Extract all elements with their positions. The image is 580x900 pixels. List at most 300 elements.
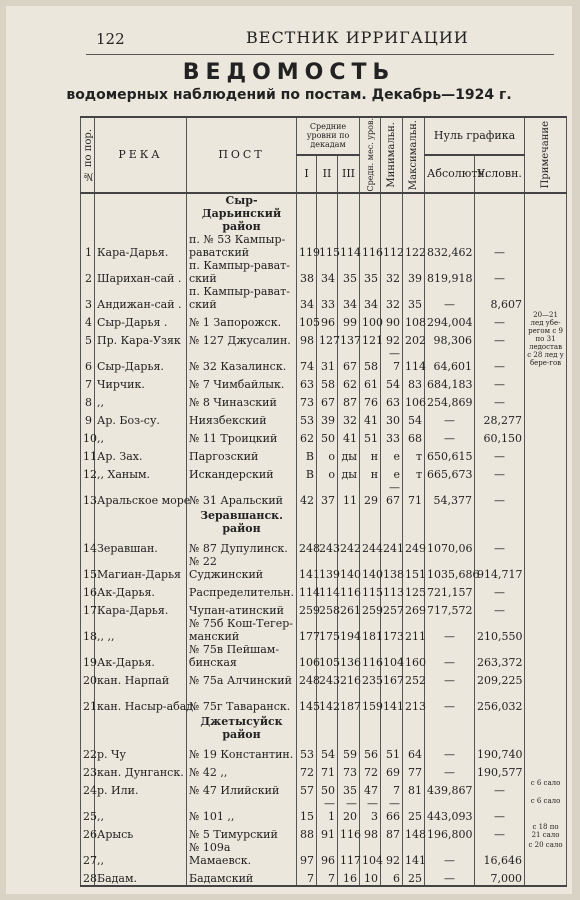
river-name: Бадам. [95, 867, 187, 886]
decade-3: 140 [338, 555, 360, 581]
decade-1: 248 [297, 537, 317, 555]
minimum: 104 [381, 643, 403, 669]
empty-cell [475, 713, 525, 743]
minimum: е [381, 445, 403, 463]
month-average: 100 [360, 311, 381, 329]
empty-cell [338, 507, 360, 537]
table-row [81, 743, 567, 761]
post-name: Распределительн. [187, 581, 297, 599]
decade-1: 74 [297, 347, 317, 373]
decade-3: 116 [338, 581, 360, 599]
region-name: Зеравшанск. район [187, 507, 297, 537]
decade-1: В [297, 445, 317, 463]
empty-cell [425, 507, 475, 537]
note-cell [525, 669, 567, 687]
month-average: 56 [360, 743, 381, 761]
minimum: 113 [381, 581, 403, 599]
zero-conditional: 210,550 [475, 617, 525, 643]
decade-1: 97 [297, 841, 317, 867]
post-name: Бадамский [187, 867, 297, 886]
zero-absolute: — [425, 643, 475, 669]
maximum: 269 [403, 599, 425, 617]
zero-absolute: 819,918 [425, 259, 475, 285]
zero-conditional: 263,372 [475, 643, 525, 669]
minimum: 54 [381, 373, 403, 391]
decade-2: —1 [317, 797, 338, 823]
maximum: 106 [403, 391, 425, 409]
note-cell [525, 409, 567, 427]
decade-2: 33 [317, 285, 338, 311]
empty-cell [525, 713, 567, 743]
document-page [6, 6, 572, 894]
empty-cell [81, 713, 95, 743]
note-cell [525, 867, 567, 886]
empty-cell [360, 193, 381, 233]
month-average: 115 [360, 581, 381, 599]
decade-3: 116 [338, 823, 360, 841]
maximum: 71 [403, 481, 425, 507]
post-name: № 109а Мамаевск. [187, 841, 297, 867]
note-cell [525, 233, 567, 259]
zero-absolute: 98,306 [425, 329, 475, 347]
empty-cell [381, 193, 403, 233]
month-average: 140 [360, 555, 381, 581]
row-number: 17 [81, 599, 95, 617]
decade-2: 67 [317, 391, 338, 409]
decade-1: 34 [297, 285, 317, 311]
minimum: 32 [381, 259, 403, 285]
maximum: 83 [403, 373, 425, 391]
row-number: 13 [81, 481, 95, 507]
month-average: —3 [360, 797, 381, 823]
post-name: Искандерский [187, 463, 297, 481]
minimum: е [381, 463, 403, 481]
zero-conditional: — [475, 481, 525, 507]
maximum: 77 [403, 761, 425, 779]
zero-conditional: 209,225 [475, 669, 525, 687]
decade-3: 62 [338, 373, 360, 391]
zero-conditional: — [475, 233, 525, 259]
empty-cell [95, 193, 187, 233]
decade-1: В [297, 463, 317, 481]
maximum: 141 [403, 841, 425, 867]
river-name: ,, [95, 797, 187, 823]
zero-absolute: 1070,06 [425, 537, 475, 555]
zero-conditional: — [475, 581, 525, 599]
row-number: 6 [81, 347, 95, 373]
post-name: № 32 Казалинск. [187, 347, 297, 373]
decade-2: о [317, 463, 338, 481]
row-number: 2 [81, 259, 95, 285]
zero-absolute: — [425, 409, 475, 427]
minimum: 173 [381, 617, 403, 643]
decade-3: 34 [338, 285, 360, 311]
region-row [81, 713, 567, 743]
decade-1: 259 [297, 599, 317, 617]
zero-conditional: — [475, 311, 525, 329]
river-name: Сыр-Дарья. [95, 347, 187, 373]
decade-1: 15 [297, 797, 317, 823]
decade-1: 177 [297, 617, 317, 643]
post-name: № 1 Запорожск. [187, 311, 297, 329]
zero-conditional: 60,150 [475, 427, 525, 445]
decade-2: 39 [317, 409, 338, 427]
maximum: 68 [403, 427, 425, 445]
month-average: 121 [360, 329, 381, 347]
maximum: 25 [403, 797, 425, 823]
maximum: 54 [403, 409, 425, 427]
table-row [81, 669, 567, 687]
post-name: № 22 Суджинский [187, 555, 297, 581]
maximum: 81 [403, 779, 425, 797]
decade-3: 117 [338, 841, 360, 867]
decade-3: 99 [338, 311, 360, 329]
decade-2: 258 [317, 599, 338, 617]
maximum: 202 [403, 329, 425, 347]
empty-cell [381, 507, 403, 537]
decade-2: 34 [317, 259, 338, 285]
post-name: п. № 53 Кампыр-раватский [187, 233, 297, 259]
month-average: 244 [360, 537, 381, 555]
note-cell [525, 761, 567, 779]
decade-2: 54 [317, 743, 338, 761]
maximum: 148 [403, 823, 425, 841]
header-rule [86, 54, 554, 55]
region-row [81, 193, 567, 233]
post-name: № 31 Аральский [187, 481, 297, 507]
decade-2: 50 [317, 779, 338, 797]
month-average: 58 [360, 347, 381, 373]
note-cell [525, 743, 567, 761]
minimum: 69 [381, 761, 403, 779]
post-name: № 42 ,, [187, 761, 297, 779]
col-avgmonth-header [360, 117, 381, 193]
note-cell [525, 687, 567, 713]
river-name: кан. Нарпай [95, 669, 187, 687]
zero-absolute: 832,462 [425, 233, 475, 259]
row-number: 16 [81, 581, 95, 599]
maximum: 252 [403, 669, 425, 687]
post-name: № 101 ,, [187, 797, 297, 823]
region-row [81, 507, 567, 537]
month-average: 35 [360, 259, 381, 285]
minimum: 112 [381, 233, 403, 259]
row-number: 10 [81, 427, 95, 445]
decade-2: 96 [317, 841, 338, 867]
note-cell [525, 259, 567, 285]
decade-2: 139 [317, 555, 338, 581]
river-name: кан. Насыр-абад. [95, 687, 187, 713]
col-max-label: Максимальн. [408, 119, 420, 190]
row-number: 27 [81, 841, 95, 867]
zero-absolute: 665,673 [425, 463, 475, 481]
row-number: 18 [81, 617, 95, 643]
post-name: № 87 Дупулинск. [187, 537, 297, 555]
row-number: 23 [81, 761, 95, 779]
empty-cell [297, 193, 317, 233]
table-row [81, 463, 567, 481]
row-number: 25 [81, 797, 95, 823]
zero-conditional: 16,646 [475, 841, 525, 867]
table-body [81, 193, 567, 886]
zero-conditional: — [475, 329, 525, 347]
row-number: 11 [81, 445, 95, 463]
table-row [81, 427, 567, 445]
empty-cell [475, 193, 525, 233]
decade-3: ды [338, 445, 360, 463]
month-average: 10 [360, 867, 381, 886]
post-name: № 5 Тимурский [187, 823, 297, 841]
table-row [81, 599, 567, 617]
decade-1: 53 [297, 743, 317, 761]
zero-absolute: 54,377 [425, 481, 475, 507]
empty-cell [403, 193, 425, 233]
river-name: Андижан-сай . [95, 285, 187, 311]
month-average: 72 [360, 761, 381, 779]
zero-absolute: — [425, 617, 475, 643]
table-row [81, 581, 567, 599]
table-row [81, 409, 567, 427]
decade-1: 72 [297, 761, 317, 779]
post-name: № 8 Чиназский [187, 391, 297, 409]
row-number: 26 [81, 823, 95, 841]
decade-2: 114 [317, 581, 338, 599]
row-number: 4 [81, 311, 95, 329]
col-d2-header: II [317, 155, 338, 193]
minimum: 51 [381, 743, 403, 761]
empty-cell [95, 713, 187, 743]
zero-absolute: — [425, 669, 475, 687]
note-cell [525, 445, 567, 463]
table-row [81, 761, 567, 779]
zero-absolute: — [425, 743, 475, 761]
river-name: кан. Дунганск. [95, 761, 187, 779]
zero-absolute: — [425, 761, 475, 779]
zero-absolute: 196,800 [425, 823, 475, 841]
month-average: 116 [360, 233, 381, 259]
decade-3: 242 [338, 537, 360, 555]
zero-absolute: 443,093 [425, 797, 475, 823]
empty-cell [297, 713, 317, 743]
month-average: 181 [360, 617, 381, 643]
maximum: 122 [403, 233, 425, 259]
decade-2: 71 [317, 761, 338, 779]
river-name: ,, [95, 391, 187, 409]
decade-1: 7 [297, 867, 317, 886]
zero-absolute: 294,004 [425, 311, 475, 329]
table-row [81, 329, 567, 347]
zero-conditional: — [475, 259, 525, 285]
minimum: 6 [381, 867, 403, 886]
decade-3: 73 [338, 761, 360, 779]
month-average: н [360, 445, 381, 463]
empty-cell [360, 507, 381, 537]
decade-2: 7 [317, 867, 338, 886]
decade-2: 243 [317, 537, 338, 555]
maximum: 64 [403, 743, 425, 761]
decade-2: 31 [317, 347, 338, 373]
zero-absolute: — [425, 427, 475, 445]
minimum: 87 [381, 823, 403, 841]
decade-2: 58 [317, 373, 338, 391]
decade-2: 91 [317, 823, 338, 841]
month-average: 61 [360, 373, 381, 391]
region-name: Сыр-Дарьинский район [187, 193, 297, 233]
zero-conditional: — [475, 797, 525, 823]
table-row [81, 233, 567, 259]
river-name: Аральское море [95, 481, 187, 507]
river-name: Магиан-Дарья [95, 555, 187, 581]
decade-3: 11 [338, 481, 360, 507]
month-average: 98 [360, 823, 381, 841]
post-name: Ниязбекский [187, 409, 297, 427]
note-cell: с 6 сало [525, 779, 567, 797]
row-number: 7 [81, 373, 95, 391]
zero-conditional: 7,000 [475, 867, 525, 886]
post-name: № 75а Алчинский [187, 669, 297, 687]
river-name: Арысь [95, 823, 187, 841]
decade-3: —20 [338, 797, 360, 823]
decade-2: 142 [317, 687, 338, 713]
decade-3: 261 [338, 599, 360, 617]
decade-1: 62 [297, 427, 317, 445]
minimum: —66 [381, 797, 403, 823]
month-average: 34 [360, 285, 381, 311]
empty-cell [81, 507, 95, 537]
col-avgmonth-label: Средн. мес. уров. [365, 118, 375, 192]
month-average: 235 [360, 669, 381, 687]
post-name: п. Кампыр-рават-ский [187, 285, 297, 311]
decade-3: 87 [338, 391, 360, 409]
table-row [81, 643, 567, 669]
decade-2: 243 [317, 669, 338, 687]
row-number: 21 [81, 687, 95, 713]
river-name: Кара-Дарья. [95, 599, 187, 617]
river-name: Пр. Кара-Узяк [95, 329, 187, 347]
river-name: р. Или. [95, 779, 187, 797]
decade-3: 137 [338, 329, 360, 347]
post-name: Паргозский [187, 445, 297, 463]
decade-1: 106 [297, 643, 317, 669]
empty-cell [425, 193, 475, 233]
empty-cell [95, 507, 187, 537]
decade-3: 187 [338, 687, 360, 713]
month-average: 51 [360, 427, 381, 445]
table-row [81, 311, 567, 329]
river-name: Шарихан-сай . [95, 259, 187, 285]
zero-absolute: 717,572 [425, 599, 475, 617]
decade-1: 105 [297, 311, 317, 329]
row-number: 28 [81, 867, 95, 886]
maximum: 211 [403, 617, 425, 643]
table-row [81, 537, 567, 555]
maximum: 108 [403, 311, 425, 329]
minimum: —67 [381, 481, 403, 507]
decade-1: 141 [297, 555, 317, 581]
table-row [81, 779, 567, 797]
zero-absolute: 721,157 [425, 581, 475, 599]
month-average: 116 [360, 643, 381, 669]
note-cell [525, 581, 567, 599]
river-name: Ар. Боз-су. [95, 409, 187, 427]
zero-conditional: — [475, 373, 525, 391]
maximum: 39 [403, 259, 425, 285]
maximum: т [403, 445, 425, 463]
decade-3: 35 [338, 779, 360, 797]
month-average: 47 [360, 779, 381, 797]
col-notes-label: Примечание [540, 121, 552, 189]
decade-1: 53 [297, 409, 317, 427]
month-average: 41 [360, 409, 381, 427]
empty-cell [381, 713, 403, 743]
zero-conditional: 190,577 [475, 761, 525, 779]
post-name: Чупан-атинский [187, 599, 297, 617]
table-row [81, 617, 567, 643]
empty-cell [338, 193, 360, 233]
note-cell [525, 481, 567, 507]
col-notes-header [525, 117, 567, 193]
note-cell [525, 599, 567, 617]
zero-absolute: 650,615 [425, 445, 475, 463]
decade-1: 38 [297, 259, 317, 285]
zero-absolute: — [425, 285, 475, 311]
zero-conditional: 8,607 [475, 285, 525, 311]
row-number: 20 [81, 669, 95, 687]
decade-3: 59 [338, 743, 360, 761]
post-name: № 75б Кош-Тегер-манский [187, 617, 297, 643]
decade-2: 37 [317, 481, 338, 507]
empty-cell [425, 713, 475, 743]
col-max-header [403, 117, 425, 193]
decade-3: 194 [338, 617, 360, 643]
observations-table [80, 116, 567, 887]
empty-cell [403, 713, 425, 743]
note-cell: с 20 сало [525, 841, 567, 867]
decade-3: 136 [338, 643, 360, 669]
minimum: 92 [381, 841, 403, 867]
post-name: № 75г Таваранск. [187, 687, 297, 713]
region-name: Джетысуйск район [187, 713, 297, 743]
note-cell: 20—21 лед убе-регом с 9 по 31 ледостав с 28 лед у бере-гов [525, 311, 567, 391]
table-row [81, 373, 567, 391]
minimum: 141 [381, 687, 403, 713]
table-row [81, 687, 567, 713]
post-name: № 47 Илийский [187, 779, 297, 797]
river-name: р. Чу [95, 743, 187, 761]
minimum: 7 [381, 779, 403, 797]
empty-cell [338, 713, 360, 743]
empty-cell [317, 507, 338, 537]
river-name: Ак-Дарья. [95, 643, 187, 669]
row-number: 19 [81, 643, 95, 669]
note-cell [525, 617, 567, 643]
empty-cell [360, 713, 381, 743]
zero-absolute: — [425, 841, 475, 867]
zero-conditional: — [475, 537, 525, 555]
note-cell [525, 427, 567, 445]
month-average: 104 [360, 841, 381, 867]
empty-cell [317, 713, 338, 743]
month-average: н [360, 463, 381, 481]
river-name: Кара-Дарья. [95, 233, 187, 259]
col-d3-header: III [338, 155, 360, 193]
minimum: 167 [381, 669, 403, 687]
zero-conditional: 190,740 [475, 743, 525, 761]
col-min-header [381, 117, 403, 193]
empty-cell [475, 507, 525, 537]
post-name: № 11 Троицкий [187, 427, 297, 445]
river-name: Зеравшан. [95, 537, 187, 555]
